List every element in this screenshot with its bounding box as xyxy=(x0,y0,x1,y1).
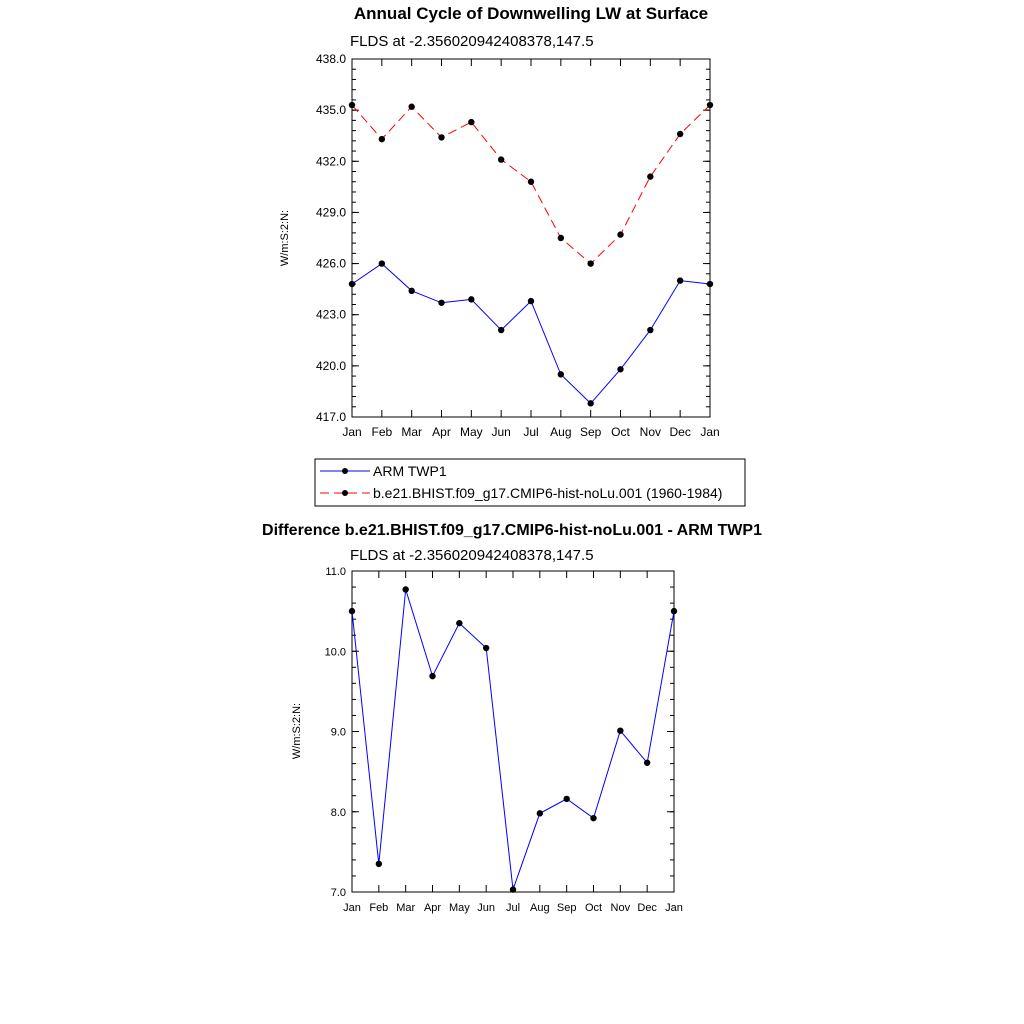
series-1-point-3 xyxy=(438,134,444,140)
y-tick-label: 435.0 xyxy=(315,103,346,118)
x-tick-label: Sep xyxy=(556,902,577,914)
x-tick-label: Apr xyxy=(423,902,442,914)
series-0-point-2 xyxy=(402,586,408,592)
y-tick-label: 8.0 xyxy=(330,806,346,819)
series-0-point-4 xyxy=(456,620,462,626)
x-tick-label: Jun xyxy=(491,425,511,439)
plot-frame xyxy=(352,571,674,892)
x-tick-label: Mar xyxy=(396,902,416,914)
y-tick-label: 438.0 xyxy=(315,52,346,66)
series-1-point-4 xyxy=(468,119,474,125)
x-tick-label: Jan xyxy=(700,425,720,439)
chart-subtitle: FLDS at -2.356020942408378,147.5 xyxy=(350,547,594,564)
series-0-point-10 xyxy=(647,327,653,333)
y-tick-label: 11.0 xyxy=(325,566,346,578)
y-axis-label: W/m:S:2:N: xyxy=(291,702,303,760)
legend-label-model: b.e21.BHIST.f09_g17.CMIP6-hist-noLu.001 (1960-1984) xyxy=(373,485,723,501)
series-0-point-11 xyxy=(644,760,650,766)
x-tick-label: Jan xyxy=(342,425,362,439)
x-tick-label: Sep xyxy=(579,425,602,439)
x-tick-label: Feb xyxy=(371,425,393,439)
series-1-point-0 xyxy=(349,102,355,108)
series-0-point-4 xyxy=(468,296,474,302)
y-tick-label: 423.0 xyxy=(315,307,346,322)
series-0-point-2 xyxy=(408,288,414,294)
x-tick-label: Oct xyxy=(611,425,630,439)
legend-label-arm-twp1: ARM TWP1 xyxy=(373,463,447,479)
series-0-point-7 xyxy=(558,371,564,377)
x-tick-label: May xyxy=(448,902,470,914)
x-tick-label: Aug xyxy=(550,425,572,439)
series-0-point-6 xyxy=(528,298,534,304)
series-1-point-8 xyxy=(587,260,593,266)
series-0-point-1 xyxy=(379,260,385,266)
series-0-point-5 xyxy=(498,327,504,333)
x-tick-label: May xyxy=(459,425,483,439)
x-tick-label: Oct xyxy=(584,902,603,914)
series-0-point-5 xyxy=(483,645,489,651)
series-1-point-7 xyxy=(558,235,564,241)
legend xyxy=(315,459,745,506)
series-1-point-10 xyxy=(647,173,653,179)
chart-subtitle: FLDS at -2.356020942408378,147.5 xyxy=(350,33,594,50)
series-1-point-6 xyxy=(528,179,534,185)
y-tick-label: 420.0 xyxy=(315,358,346,373)
series-0-point-1 xyxy=(376,861,382,867)
y-tick-label: 417.0 xyxy=(315,410,346,424)
series-0-point-11 xyxy=(677,277,683,283)
series-1-point-1 xyxy=(379,136,385,142)
y-tick-label: 9.0 xyxy=(330,726,346,739)
series-1-point-5 xyxy=(498,156,504,162)
chart-title: Difference b.e21.BHIST.f09_g17.CMIP6-hist-noLu.001 - ARM TWP1 xyxy=(262,522,762,539)
x-tick-label: Jun xyxy=(477,902,496,914)
x-tick-label: Feb xyxy=(369,902,389,914)
legend-marker-arm-twp1 xyxy=(342,468,348,474)
difference-chart xyxy=(262,522,762,914)
series-line-0 xyxy=(352,590,674,890)
series-line-0 xyxy=(352,264,710,404)
series-0-point-3 xyxy=(438,300,444,306)
y-axis-label: W/m:S:2:N: xyxy=(279,209,291,267)
x-tick-label: Apr xyxy=(432,425,451,439)
series-0-point-10 xyxy=(617,727,623,733)
series-0-point-0 xyxy=(349,281,355,287)
series-0-point-6 xyxy=(510,886,516,892)
series-0-point-7 xyxy=(537,810,543,816)
y-tick-label: 432.0 xyxy=(315,154,346,169)
x-tick-label: Aug xyxy=(530,902,550,914)
series-0-point-8 xyxy=(587,400,593,406)
series-0-point-12 xyxy=(671,608,677,614)
x-tick-label: Jan xyxy=(343,902,361,914)
series-1-point-2 xyxy=(408,104,414,110)
x-tick-label: Dec xyxy=(669,425,691,439)
y-tick-label: 7.0 xyxy=(330,887,346,899)
series-0-point-3 xyxy=(429,673,435,679)
series-0-point-9 xyxy=(617,366,623,372)
x-tick-label: Nov xyxy=(610,902,631,914)
y-tick-label: 426.0 xyxy=(315,256,346,271)
x-tick-label: Nov xyxy=(639,425,662,439)
series-0-point-9 xyxy=(590,815,596,821)
x-tick-label: Jul xyxy=(505,902,521,914)
series-0-point-0 xyxy=(349,608,355,614)
plot-frame xyxy=(352,59,710,417)
series-0-point-8 xyxy=(563,796,569,802)
legend-marker-model xyxy=(342,490,348,496)
series-0-point-12 xyxy=(707,281,713,287)
annual-cycle-chart xyxy=(279,4,720,439)
series-1-point-9 xyxy=(617,231,623,237)
x-tick-label: Mar xyxy=(401,425,423,439)
y-tick-label: 10.0 xyxy=(324,646,346,659)
x-tick-label: Jan xyxy=(665,902,683,914)
series-1-point-12 xyxy=(707,102,713,108)
series-1-point-11 xyxy=(677,131,683,137)
y-tick-label: 429.0 xyxy=(315,205,346,220)
x-tick-label: Dec xyxy=(637,902,657,914)
chart-title: Annual Cycle of Downwelling LW at Surface xyxy=(353,4,709,23)
x-tick-label: Jul xyxy=(523,425,539,439)
